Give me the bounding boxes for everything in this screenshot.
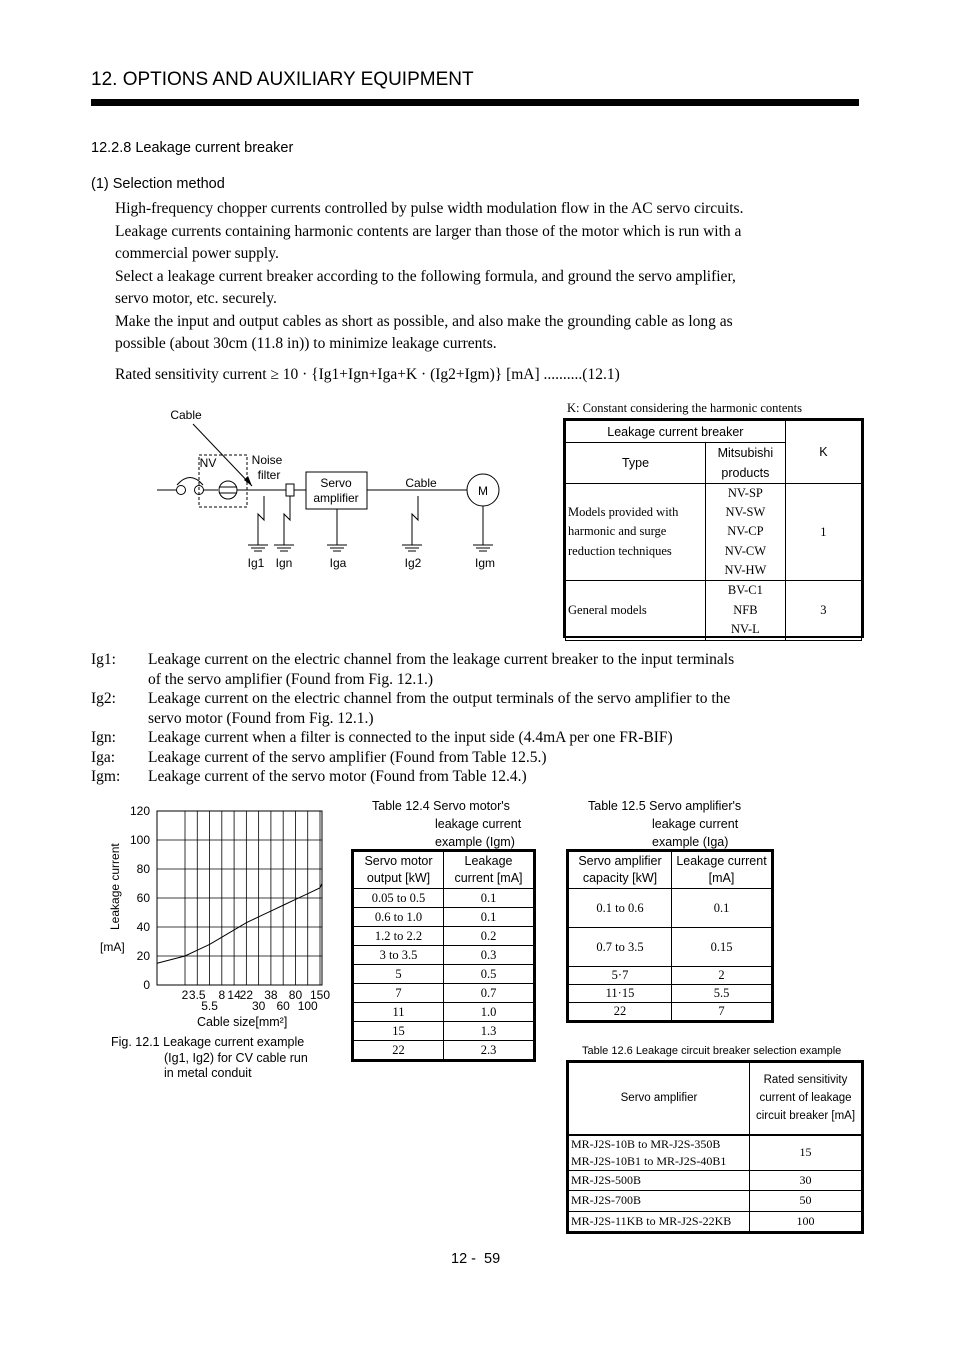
table-126-title: Table 12.6 Leakage circuit breaker selection example	[582, 1045, 842, 1057]
table-cell: MR-J2S-11KB to MR-J2S-22KB	[569, 1211, 750, 1231]
chart-y-tick-label: 40	[136, 920, 150, 934]
table-cell: 0.7 to 3.5	[569, 928, 672, 967]
table-title-line: Table 12.4 Servo motor's	[372, 799, 510, 813]
head-line: Servo motor	[364, 854, 433, 868]
table-cell: 0.1	[444, 908, 534, 927]
head-line: Rated sensitivity	[763, 1074, 848, 1087]
text-line: Leakage currents containing harmonic contents are larger than those of the motor which is run with a	[115, 222, 742, 240]
text-line: High-frequency chopper currents controlled by pulse width modulation flow in the AC servo circuits.	[115, 200, 744, 217]
k-header-main: Leakage current breaker	[566, 421, 786, 443]
product-name: NV-L	[731, 622, 760, 637]
table-row	[354, 889, 534, 908]
table-row	[569, 1211, 862, 1231]
selection-heading: (1) Selection method	[91, 176, 225, 192]
table-cell: 22	[569, 1003, 672, 1021]
chart-x-tick-label: 22	[239, 988, 254, 1002]
text-line: possible (about 30cm (11.8 in)) to minimize leakage currents.	[115, 335, 497, 352]
selection-text	[115, 198, 743, 356]
table-cell: 1.2 to 2.2	[354, 927, 444, 946]
product-name: NV-SP	[727, 486, 763, 500]
k-table-caption: K: Constant considering the harmonic contents	[567, 401, 803, 415]
product-name: NV-HW	[724, 562, 767, 577]
definition-line: Leakage current of the servo amplifier (Found from Table 12.5.)	[148, 748, 547, 766]
chart-series-line	[157, 884, 322, 964]
leak-path-ig2	[412, 496, 418, 545]
product-name: BV-C1	[727, 583, 763, 598]
section-heading: 12.2.8 Leakage current breaker	[91, 140, 294, 156]
table-row	[569, 1191, 862, 1211]
table-cell: 5.5	[672, 985, 772, 1003]
table-cell: 3 to 3.5	[354, 946, 444, 965]
chart-x-tick-label: 150	[309, 988, 331, 1002]
table-cell: MR-J2S-700B	[569, 1191, 750, 1211]
definition-item	[91, 767, 871, 787]
table-cell: 0.1	[672, 889, 772, 928]
table-row	[569, 1135, 862, 1171]
table-row	[354, 984, 534, 1003]
definition-term: Igm:	[91, 768, 121, 785]
table-cell: 22	[354, 1041, 444, 1060]
chart-grid	[157, 811, 322, 985]
table-cell: 50	[750, 1191, 862, 1211]
chart-x-tick-label: 100	[297, 999, 318, 1013]
chart-x-tick-label: 60	[276, 999, 290, 1013]
chart-caption-line: in metal conduit	[164, 1066, 252, 1080]
amp-line: MR-J2S-10B1 to MR-J2S-40B1	[571, 1153, 727, 1168]
k-row2-value: 3	[785, 581, 861, 641]
table-row	[569, 1003, 772, 1021]
table-row	[569, 985, 772, 1003]
chart-ylabel-unit: [mA]	[100, 940, 125, 954]
chart-y-tick-label: 60	[136, 891, 150, 905]
breaker-contact-1	[177, 486, 186, 495]
head-line: current [mA]	[454, 871, 523, 885]
product-name: NV-CW	[724, 543, 766, 558]
table-cell: 0.3	[444, 946, 534, 965]
k-row1-value: 1	[785, 484, 861, 581]
text-line: Make the input and output cables as short as possible, and also make the grounding cable as long as	[115, 312, 733, 330]
leak-path-ign	[284, 496, 290, 545]
table-cell: 7	[672, 1003, 772, 1021]
text-line: servo motor, etc. securely.	[115, 290, 277, 307]
leak-path-ig1	[258, 496, 264, 545]
head-line: Leakage	[464, 854, 513, 868]
table-cell: 11	[354, 1003, 444, 1022]
head-line: output [kW]	[366, 871, 431, 885]
table-row	[569, 967, 772, 985]
definition-line: Leakage current when a filter is connected to the input side (4.4mA per one FR-BIF)	[148, 729, 673, 746]
cable-label-2: Cable	[405, 476, 437, 490]
table-cell: 7	[354, 984, 444, 1003]
circuit-diagram	[150, 400, 510, 580]
definition-line: of the servo amplifier (Found from Fig. 12.1.)	[148, 670, 433, 688]
chart-x-tick-label: 5.5	[201, 999, 218, 1013]
table-124-head-current	[444, 852, 534, 889]
table-124-head-output	[354, 852, 444, 889]
chart-x-tick-label: 8	[218, 988, 226, 1002]
chart-xlabel	[197, 1015, 287, 1029]
k-header-mitsubishi-line: products	[721, 466, 770, 480]
table-125	[566, 849, 774, 1023]
chart-y-tick-label: 20	[136, 949, 150, 963]
page-header-title: 12. OPTIONS AND AUXILIARY EQUIPMENT	[91, 69, 474, 90]
k-row2-type: General models	[566, 581, 706, 641]
table-row	[354, 1022, 534, 1041]
table-125-head-capacity	[569, 852, 672, 889]
table-cell: 1.0	[444, 1003, 534, 1022]
ground-label-ign: Ign	[275, 556, 293, 570]
table-cell	[569, 1135, 750, 1171]
chart-y-tick-label: 0	[143, 978, 150, 992]
table-cell: 0.1 to 0.6	[569, 889, 672, 928]
text-line: Select a leakage current breaker according to the following formula, and ground the servo amplifier,	[115, 267, 736, 285]
definition-item	[91, 689, 871, 728]
chart-caption	[111, 1035, 308, 1082]
nv-label: NV	[199, 456, 217, 470]
table-title-line: leakage current	[435, 817, 522, 831]
chart-x-tick-label: 14	[227, 988, 241, 1002]
definition-term: Ig2:	[91, 690, 116, 707]
table-126-head-sensitivity	[750, 1063, 862, 1135]
k-row1-type-line: reduction techniques	[568, 543, 672, 558]
table-row	[354, 1041, 534, 1060]
table-cell: 0.1	[444, 889, 534, 908]
table-cell: 30	[750, 1171, 862, 1191]
table-cell: 100	[750, 1211, 862, 1231]
table-row	[354, 908, 534, 927]
chart-y-tick-label: 120	[129, 804, 150, 818]
k-row1-type	[566, 484, 706, 581]
table-cell: 15	[750, 1135, 862, 1171]
chart-x-ticks	[182, 988, 331, 1013]
table-cell: 0.7	[444, 984, 534, 1003]
table-cell: 11·15	[569, 985, 672, 1003]
ground-label-igm: Igm	[474, 556, 496, 570]
k-header-k: K	[785, 421, 861, 484]
ground-label-ig1: Ig1	[247, 556, 265, 570]
table-cell: 5	[354, 965, 444, 984]
product-name: NV-SW	[725, 505, 766, 520]
chart-y-tick-label: 100	[129, 833, 150, 847]
definition-term: Ign:	[91, 729, 116, 746]
definition-line: Leakage current on the electric channel from the leakage current breaker to the input terminals	[148, 651, 735, 668]
table-cell: 1.3	[444, 1022, 534, 1041]
table-125-title	[588, 797, 741, 851]
cable-pointer-arrow	[244, 476, 252, 486]
k-row1-type-line: Models provided with	[568, 504, 679, 519]
table-cell: MR-J2S-500B	[569, 1171, 750, 1191]
definition-item	[91, 748, 871, 768]
table-cell: 0.5	[444, 965, 534, 984]
chart-caption-line: Fig. 12.1 Leakage current example	[111, 1035, 305, 1049]
page-number: 12 - 59	[451, 1251, 501, 1267]
definition-line: Leakage current on the electric channel from the output terminals of the servo amplifier to the	[148, 690, 731, 707]
table-124-title	[372, 797, 521, 851]
k-table	[563, 418, 864, 638]
chart-caption-line: (Ig1, Ig2) for CV cable run	[164, 1050, 308, 1065]
noise-label-1: Noise	[251, 453, 283, 467]
head-line: Servo amplifier	[578, 854, 662, 868]
definition-term: Iga:	[91, 748, 116, 766]
definition-term: Ig1:	[91, 651, 116, 668]
table-title-line: leakage current	[652, 817, 739, 831]
motor-label: M	[478, 484, 488, 498]
table-cell: 5·7	[569, 967, 672, 985]
table-126-head-amplifier: Servo amplifier	[569, 1063, 750, 1135]
chart-x-tick-label: 38	[264, 988, 278, 1002]
chart-ylabel: Leakage current	[108, 843, 122, 930]
head-line: current of leakage	[759, 1092, 852, 1105]
table-125-head-current	[672, 852, 772, 889]
ground-symbols	[248, 545, 493, 551]
head-line: circuit breaker [mA]	[755, 1110, 856, 1123]
table-cell: 2	[672, 967, 772, 985]
ground-label-iga: Iga	[329, 556, 347, 570]
table-cell: 15	[354, 1022, 444, 1041]
k-row1-type-line: harmonic and surge	[568, 524, 667, 539]
head-line: capacity [kW]	[582, 871, 658, 885]
k-header-mitsubishi-line: Mitsubishi	[717, 446, 774, 460]
k-header-mitsubishi	[706, 443, 786, 484]
definition-item	[91, 728, 871, 748]
table-cell: 0.2	[444, 927, 534, 946]
definition-item	[91, 650, 871, 689]
product-name: NFB	[733, 602, 758, 617]
chart-x-tick-label: 2	[181, 988, 189, 1002]
table-title-line: example (Iga)	[652, 835, 729, 849]
servo-label-2: amplifier	[313, 491, 359, 505]
cable-label-1: Cable	[170, 408, 202, 422]
table-row	[569, 1171, 862, 1191]
head-line: [mA]	[708, 871, 735, 885]
table-row	[569, 928, 772, 967]
noise-filter-symbol	[286, 484, 294, 496]
table-row	[354, 1003, 534, 1022]
chart-xlabel-text: Cable size[mm²]	[197, 1015, 288, 1029]
ground-label-ig2: Ig2	[404, 556, 422, 570]
k-header-type: Type	[566, 443, 706, 484]
table-cell: 2.3	[444, 1041, 534, 1060]
product-name: NV-CP	[727, 524, 764, 539]
definition-line: Leakage current of the servo motor (Found from Table 12.4.)	[148, 768, 527, 785]
table-row	[354, 965, 534, 984]
noise-label-2: filter	[257, 468, 281, 482]
head-line: Leakage current	[676, 854, 767, 868]
table-cell: 0.6 to 1.0	[354, 908, 444, 927]
definition-line: servo motor (Found from Fig. 12.1.)	[148, 709, 374, 727]
table-row	[569, 889, 772, 928]
k-row1-products	[706, 484, 786, 581]
table-row	[354, 946, 534, 965]
table-126	[566, 1060, 864, 1234]
table-cell: 0.05 to 0.5	[354, 889, 444, 908]
chart-y-tick-label: 80	[136, 862, 150, 876]
table-124	[351, 849, 536, 1062]
servo-label-1: Servo	[320, 476, 352, 490]
text-line: commercial power supply.	[115, 245, 279, 262]
chart-x-tick-label: 30	[251, 999, 266, 1013]
chart-x-tick-label: 80	[288, 988, 303, 1002]
chart-x-tick-label: 3.5	[188, 988, 206, 1002]
table-title-line: example (Igm)	[435, 835, 515, 849]
chart-y-ticks	[130, 804, 150, 992]
leakage-current-chart	[95, 795, 350, 1035]
table-title-line: Table 12.5 Servo amplifier's	[588, 799, 742, 813]
definitions-list	[91, 650, 871, 787]
amp-line: MR-J2S-10B to MR-J2S-350B	[571, 1136, 721, 1151]
table-row	[354, 927, 534, 946]
zct-symbol	[219, 481, 237, 499]
header-rule	[91, 99, 859, 106]
k-row2-products	[706, 581, 786, 641]
formula-text: Rated sensitivity current ≥ 10 · {Ig1+Ign+Iga+K · (Ig2+Igm)} [mA] ..........(12.1)	[115, 366, 620, 383]
table-cell: 0.15	[672, 928, 772, 967]
